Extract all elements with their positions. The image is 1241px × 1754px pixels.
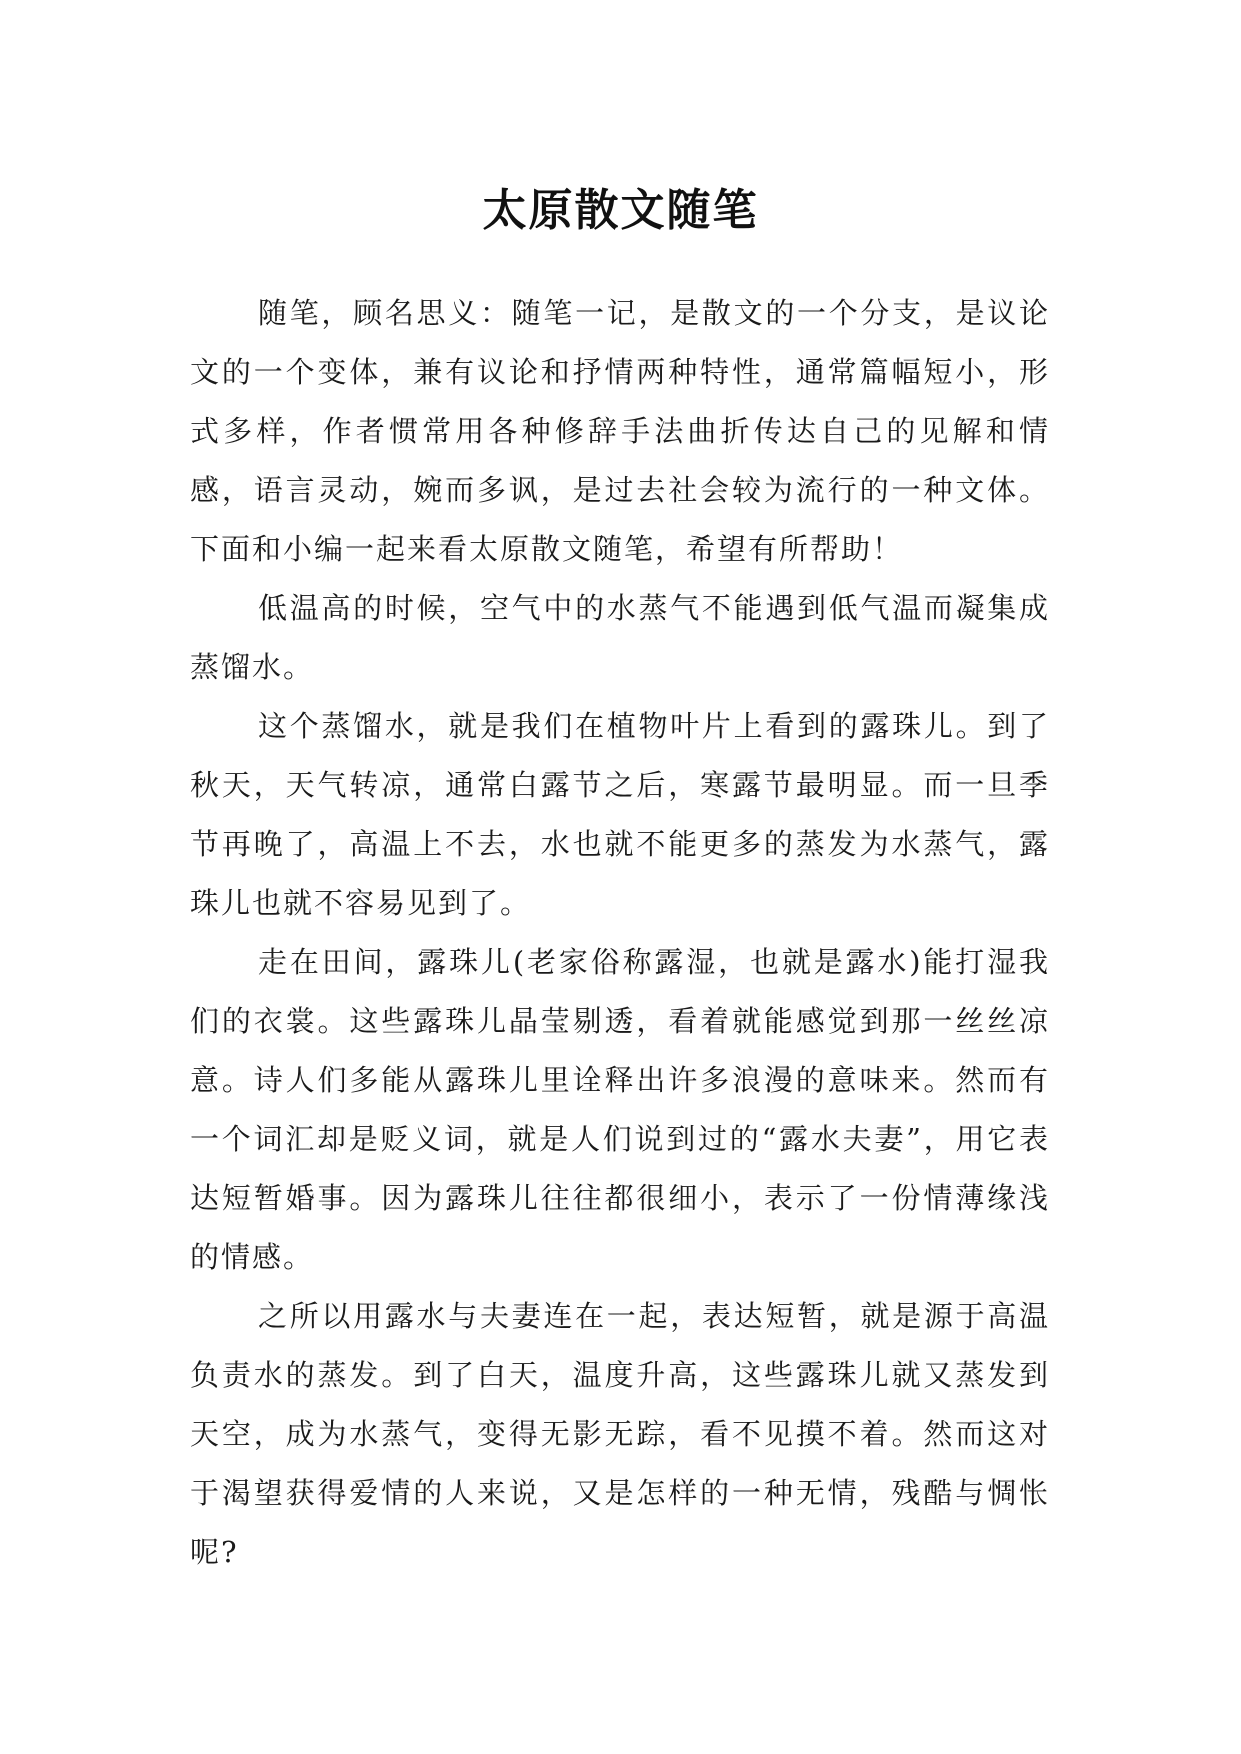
document-body — [190, 284, 1050, 1582]
paragraph-3: 这个蒸馏水，就是我们在植物叶片上看到的露珠儿。到了秋天，天气转凉，通常白露节之后，寒露节最明显。而一旦季节再晚了，高温上不去，水也就不能更多的蒸发为水蒸气，露珠儿也就不容易见到了。 — [190, 709, 1050, 920]
paragraph-4: 走在田间，露珠儿(老家俗称露湿，也就是露水)能打湿我们的衣裳。这些露珠儿晶莹剔透，看着就能感觉到那一丝丝凉意。诗人们多能从露珠儿里诠释出许多浪漫的意味来。然而有一个词汇却是贬义词，就是人们说到过的“露水夫妻”，用它表达短暂婚事。因为露珠儿往往都很细小，表示了一份情薄缘浅的情感。 — [190, 945, 1050, 1274]
paragraph-5: 之所以用露水与夫妻连在一起，表达短暂，就是源于高温负责水的蒸发。到了白天，温度升高，这些露珠儿就又蒸发到天空，成为水蒸气，变得无影无踪，看不见摸不着。然而这对于渴望获得爱情的人来说，又是怎样的一种无情，残酷与惆怅呢? — [190, 1299, 1050, 1569]
document-title: 太原散文随笔 — [482, 185, 759, 237]
paragraph-intro: 随笔，顾名思义：随笔一记，是散文的一个分支，是议论文的一个变体，兼有议论和抒情两种特性，通常篇幅短小，形式多样，作者惯常用各种修辞手法曲折传达自己的见解和情感，语言灵动，婉而多讽，是过去社会较为流行的一种文体。下面和小编一起来看太原散文随笔，希望有所帮助！ — [190, 296, 1050, 566]
paragraph-2: 低温高的时候，空气中的水蒸气不能遇到低气温而凝集成蒸馏水。 — [190, 591, 1050, 684]
